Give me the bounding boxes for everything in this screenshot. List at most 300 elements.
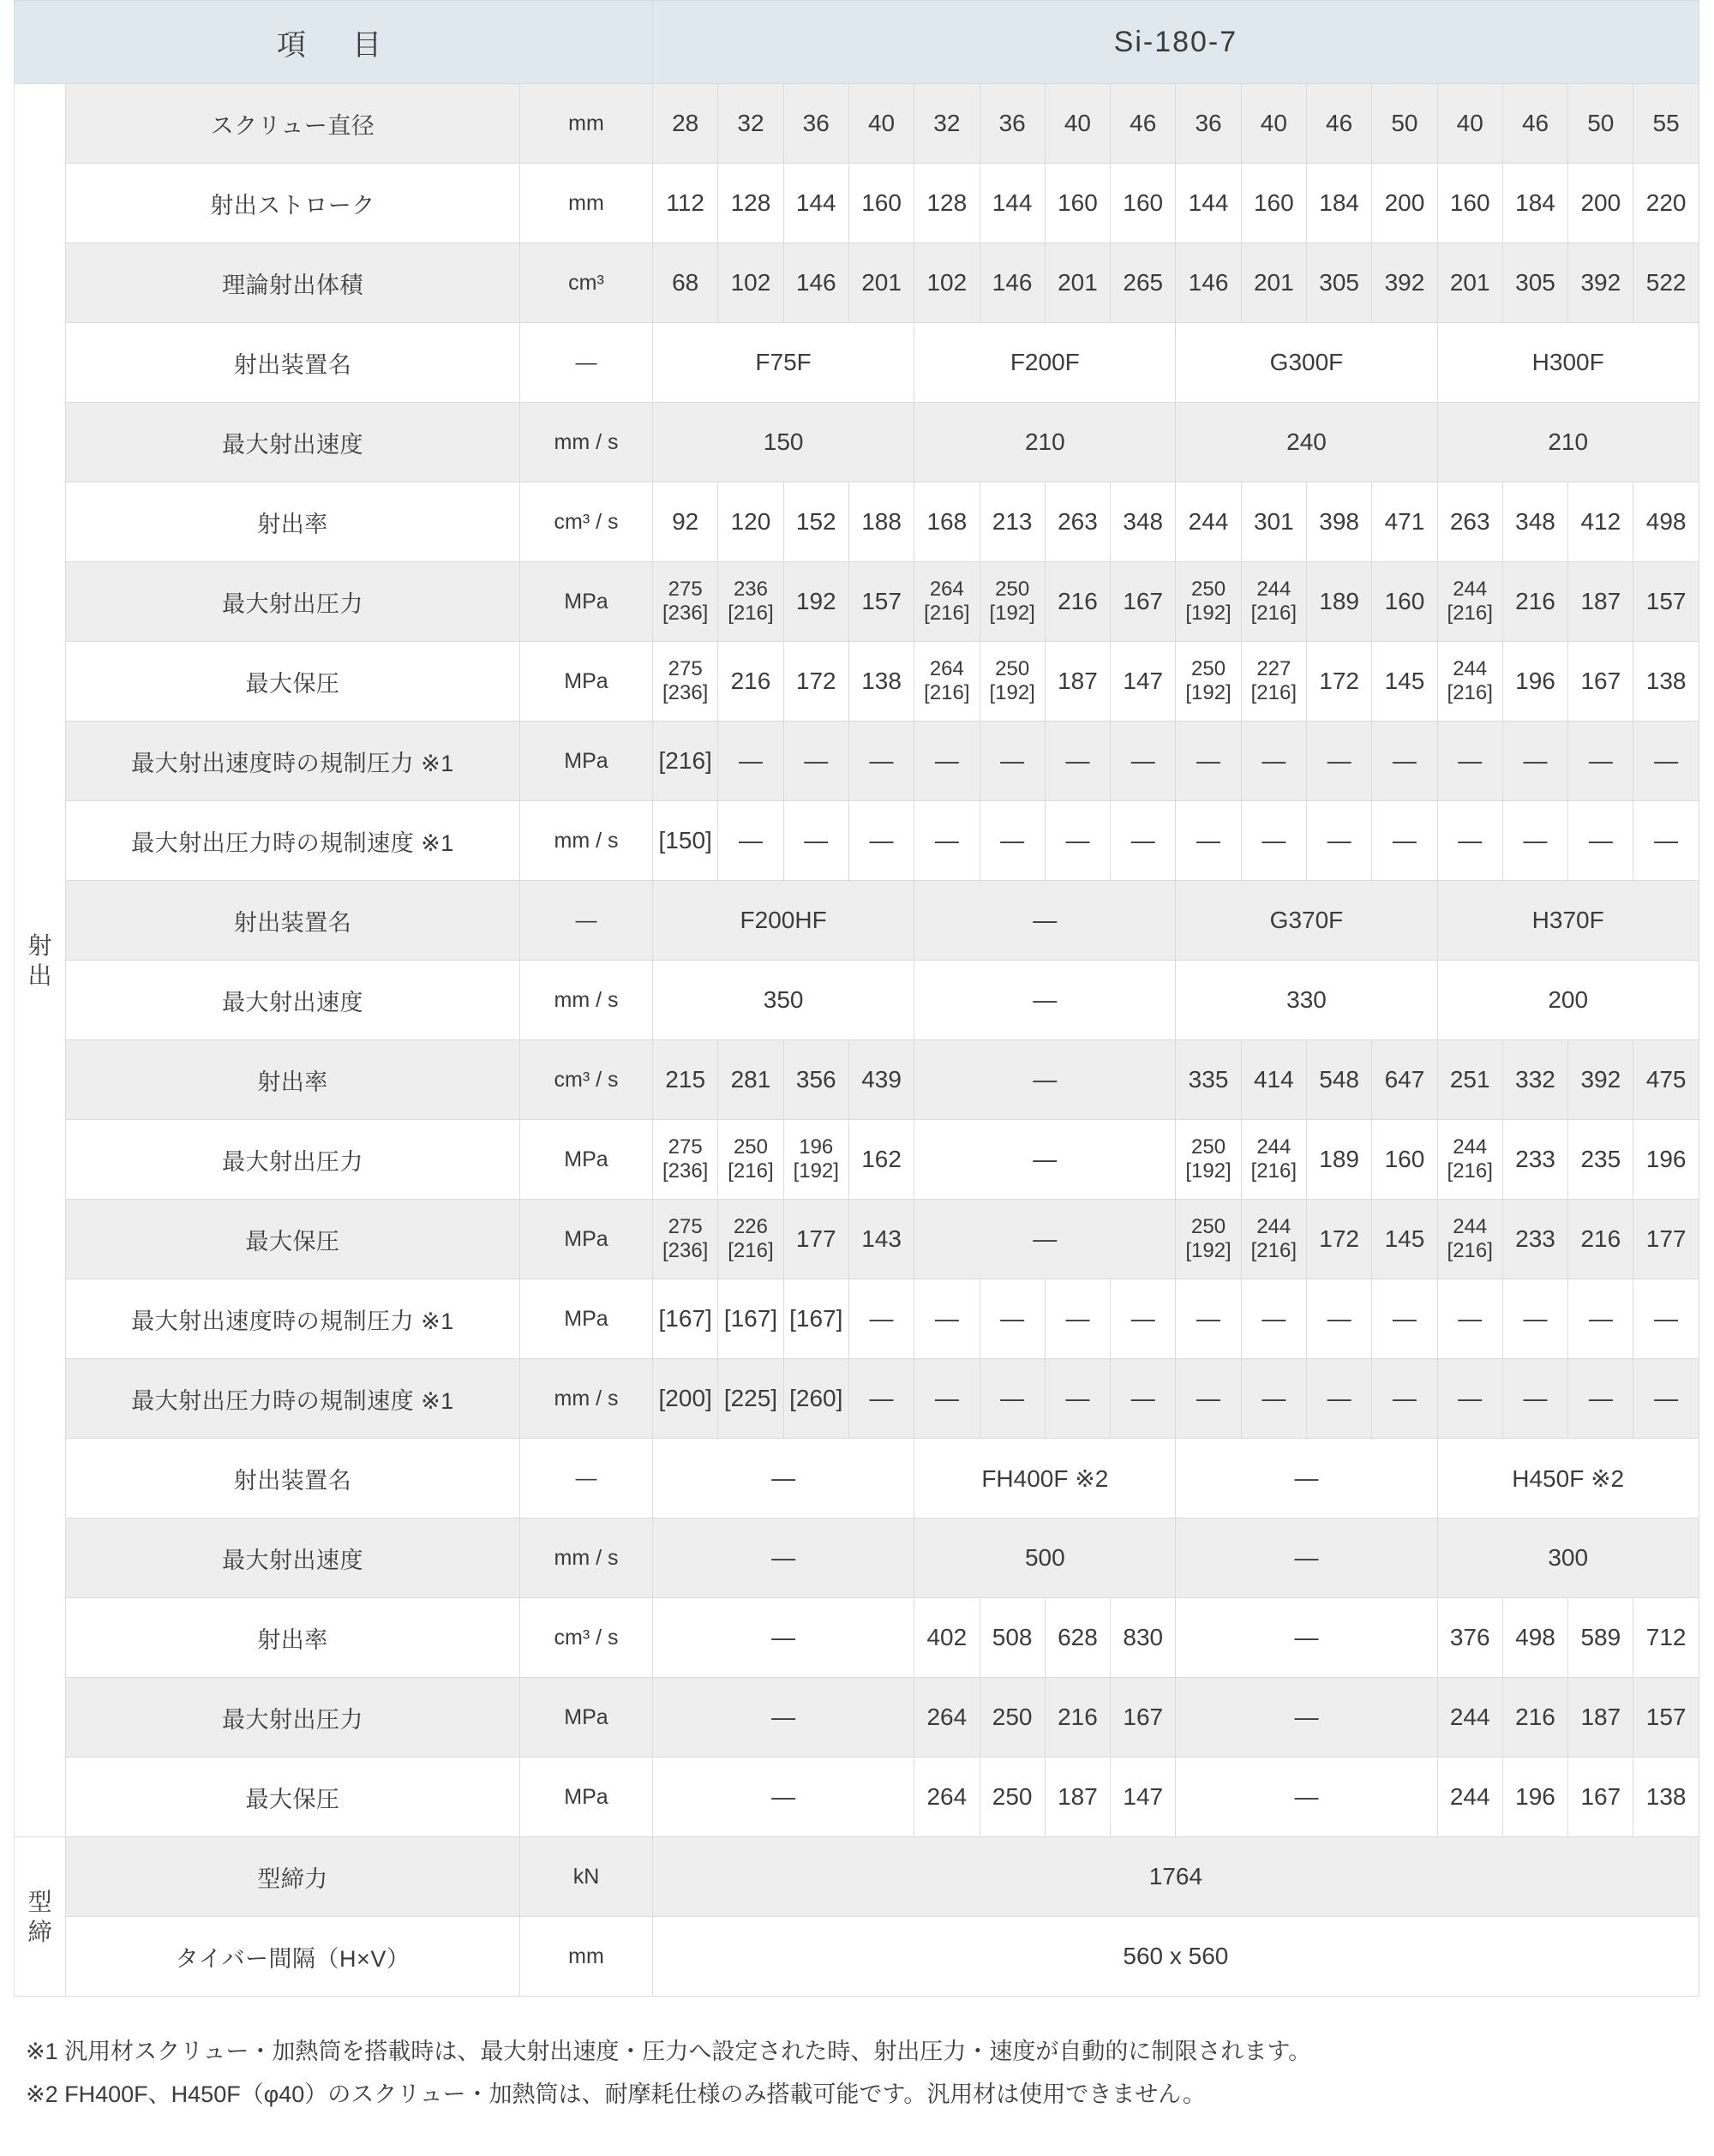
row-label: 最大射出圧力 bbox=[66, 562, 520, 642]
table-row bbox=[15, 801, 1699, 881]
data-cell: 189 bbox=[1306, 562, 1371, 642]
data-cell: 196 bbox=[1502, 1758, 1567, 1837]
data-cell: 210 bbox=[914, 403, 1176, 482]
data-cell: 216 bbox=[1502, 562, 1567, 642]
data-cell: [167] bbox=[653, 1279, 718, 1359]
data-cell: 184 bbox=[1306, 164, 1371, 243]
data-cell: — bbox=[1568, 722, 1633, 801]
data-cell: 439 bbox=[848, 1040, 914, 1120]
data-cell: 201 bbox=[848, 243, 914, 323]
data-cell: 200 bbox=[1568, 164, 1633, 243]
data-cell: 210 bbox=[1437, 403, 1699, 482]
table-row bbox=[15, 482, 1699, 562]
table-row bbox=[15, 403, 1699, 482]
table-row bbox=[15, 1120, 1699, 1200]
data-cell: 46 bbox=[1111, 84, 1176, 164]
data-cell: 628 bbox=[1045, 1598, 1110, 1678]
data-cell: [167] bbox=[718, 1279, 783, 1359]
data-cell: 216 bbox=[1045, 1678, 1110, 1758]
data-cell: 332 bbox=[1502, 1040, 1567, 1120]
row-label: 最大保圧 bbox=[66, 1200, 520, 1279]
data-cell: 50 bbox=[1568, 84, 1633, 164]
data-cell: — bbox=[718, 722, 783, 801]
data-cell: H300F bbox=[1437, 323, 1699, 403]
data-cell: 46 bbox=[1306, 84, 1371, 164]
table-row bbox=[15, 722, 1699, 801]
row-label: 最大射出速度 bbox=[66, 1518, 520, 1598]
data-cell: 216 bbox=[1502, 1678, 1567, 1758]
data-cell: 548 bbox=[1306, 1040, 1371, 1120]
data-cell: — bbox=[1306, 1279, 1371, 1359]
data-cell: 144 bbox=[783, 164, 848, 243]
data-cell: 138 bbox=[1633, 642, 1699, 722]
data-cell: 40 bbox=[1437, 84, 1502, 164]
row-label: 射出率 bbox=[66, 1598, 520, 1678]
data-cell: [167] bbox=[783, 1279, 848, 1359]
data-cell: 144 bbox=[1176, 164, 1241, 243]
data-cell: — bbox=[1111, 801, 1176, 881]
row-label: 射出装置名 bbox=[66, 1439, 520, 1518]
data-cell: — bbox=[1306, 1359, 1371, 1439]
data-cell: 128 bbox=[914, 164, 980, 243]
data-cell: FH400F ※2 bbox=[914, 1439, 1176, 1518]
data-cell: — bbox=[1633, 1359, 1699, 1439]
data-cell: 264 bbox=[914, 1678, 980, 1758]
data-cell: 32 bbox=[718, 84, 783, 164]
data-cell: 244 [216] bbox=[1241, 562, 1306, 642]
data-cell: 240 bbox=[1176, 403, 1437, 482]
row-label: 最大射出速度時の規制圧力 ※1 bbox=[66, 1279, 520, 1359]
data-cell: 167 bbox=[1111, 1678, 1176, 1758]
row-unit: cm³ / s bbox=[520, 482, 653, 562]
row-unit: mm bbox=[520, 1917, 653, 1997]
data-cell: — bbox=[914, 1120, 1176, 1200]
data-cell: — bbox=[1437, 1279, 1502, 1359]
data-cell: 560 x 560 bbox=[653, 1917, 1699, 1997]
data-cell: 145 bbox=[1372, 1200, 1437, 1279]
row-unit: cm³ bbox=[520, 243, 653, 323]
table-row bbox=[15, 1518, 1699, 1598]
data-cell: 335 bbox=[1176, 1040, 1241, 1120]
data-cell: 157 bbox=[1633, 562, 1699, 642]
row-unit: MPa bbox=[520, 1120, 653, 1200]
data-cell: 213 bbox=[980, 482, 1045, 562]
header-model-label: Si-180-7 bbox=[653, 1, 1699, 84]
data-cell: — bbox=[1176, 801, 1241, 881]
data-cell: 150 bbox=[653, 403, 914, 482]
table-row bbox=[15, 642, 1699, 722]
data-cell: 160 bbox=[1437, 164, 1502, 243]
data-cell: — bbox=[1045, 1359, 1110, 1439]
data-cell: 264 [216] bbox=[914, 562, 980, 642]
data-cell: — bbox=[848, 1279, 914, 1359]
data-cell: 830 bbox=[1111, 1598, 1176, 1678]
row-label: 最大射出速度 bbox=[66, 403, 520, 482]
row-unit: mm / s bbox=[520, 1518, 653, 1598]
data-cell: 40 bbox=[1241, 84, 1306, 164]
data-cell: 144 bbox=[980, 164, 1045, 243]
data-cell: — bbox=[1306, 722, 1371, 801]
data-cell: 184 bbox=[1502, 164, 1567, 243]
table-row bbox=[15, 1678, 1699, 1758]
data-cell: — bbox=[1502, 722, 1567, 801]
data-cell: — bbox=[1045, 1279, 1110, 1359]
table-row bbox=[15, 323, 1699, 403]
data-cell: 200 bbox=[1437, 961, 1699, 1040]
data-cell: — bbox=[1176, 1678, 1437, 1758]
data-cell: 281 bbox=[718, 1040, 783, 1120]
data-cell: — bbox=[980, 1359, 1045, 1439]
data-cell: 376 bbox=[1437, 1598, 1502, 1678]
row-label: 最大射出圧力 bbox=[66, 1678, 520, 1758]
data-cell: [225] bbox=[718, 1359, 783, 1439]
data-cell: — bbox=[1568, 801, 1633, 881]
data-cell: 162 bbox=[848, 1120, 914, 1200]
table-row bbox=[15, 1598, 1699, 1678]
data-cell: — bbox=[1372, 1359, 1437, 1439]
row-unit: — bbox=[520, 1439, 653, 1518]
data-cell: 235 bbox=[1568, 1120, 1633, 1200]
data-cell: 500 bbox=[914, 1518, 1176, 1598]
row-unit: MPa bbox=[520, 722, 653, 801]
data-cell: [150] bbox=[653, 801, 718, 881]
data-cell: 712 bbox=[1633, 1598, 1699, 1678]
row-label: 最大射出圧力時の規制速度 ※1 bbox=[66, 801, 520, 881]
data-cell: 167 bbox=[1568, 642, 1633, 722]
data-cell: — bbox=[1111, 1279, 1176, 1359]
data-cell: — bbox=[1306, 801, 1371, 881]
data-cell: — bbox=[1568, 1279, 1633, 1359]
data-cell: 168 bbox=[914, 482, 980, 562]
data-cell: 301 bbox=[1241, 482, 1306, 562]
data-cell: 172 bbox=[783, 642, 848, 722]
data-cell: — bbox=[1372, 801, 1437, 881]
data-cell: — bbox=[980, 722, 1045, 801]
data-cell: [216] bbox=[653, 722, 718, 801]
row-unit: mm bbox=[520, 84, 653, 164]
data-cell: 160 bbox=[1241, 164, 1306, 243]
data-cell: 244 [216] bbox=[1437, 1200, 1502, 1279]
footnote-1: ※1 汎用材スクリュー・加熱筒を搭載時は、最大射出速度・圧力へ設定された時、射出圧力・速度が自動的に制限されます。 bbox=[26, 2039, 1312, 2064]
data-cell: — bbox=[1111, 1359, 1176, 1439]
row-label: 射出率 bbox=[66, 482, 520, 562]
data-cell: — bbox=[1241, 1359, 1306, 1439]
data-cell: — bbox=[1633, 1279, 1699, 1359]
data-cell: 187 bbox=[1045, 642, 1110, 722]
data-cell: 647 bbox=[1372, 1040, 1437, 1120]
data-cell: 36 bbox=[1176, 84, 1241, 164]
row-label: 最大射出圧力時の規制速度 ※1 bbox=[66, 1359, 520, 1439]
data-cell: 160 bbox=[1372, 562, 1437, 642]
data-cell: 177 bbox=[1633, 1200, 1699, 1279]
data-cell: 412 bbox=[1568, 482, 1633, 562]
data-cell: 263 bbox=[1437, 482, 1502, 562]
data-cell: F75F bbox=[653, 323, 914, 403]
data-cell: 402 bbox=[914, 1598, 980, 1678]
data-cell: H370F bbox=[1437, 881, 1699, 961]
data-cell: 589 bbox=[1568, 1598, 1633, 1678]
data-cell: 55 bbox=[1633, 84, 1699, 164]
row-unit: mm bbox=[520, 164, 653, 243]
data-cell: 167 bbox=[1568, 1758, 1633, 1837]
table-row bbox=[15, 1200, 1699, 1279]
data-cell: — bbox=[1241, 801, 1306, 881]
header-item-label: 項 目 bbox=[15, 1, 653, 84]
data-cell: 236 [216] bbox=[718, 562, 783, 642]
data-cell: H450F ※2 bbox=[1437, 1439, 1699, 1518]
data-cell: 146 bbox=[783, 243, 848, 323]
data-cell: 263 bbox=[1045, 482, 1110, 562]
table-row bbox=[15, 1917, 1699, 1997]
row-label: 型締力 bbox=[66, 1837, 520, 1917]
data-cell: 160 bbox=[1111, 164, 1176, 243]
row-label: 理論射出体積 bbox=[66, 243, 520, 323]
data-cell: — bbox=[914, 722, 980, 801]
data-cell: — bbox=[1437, 801, 1502, 881]
data-cell: 227 [216] bbox=[1241, 642, 1306, 722]
data-cell: 112 bbox=[653, 164, 718, 243]
data-cell: 348 bbox=[1111, 482, 1176, 562]
row-unit: — bbox=[520, 323, 653, 403]
row-label: 最大射出圧力 bbox=[66, 1120, 520, 1200]
data-cell: 305 bbox=[1306, 243, 1371, 323]
data-cell: — bbox=[980, 801, 1045, 881]
data-cell: 250 [192] bbox=[980, 562, 1045, 642]
data-cell: 226 [216] bbox=[718, 1200, 783, 1279]
data-cell: — bbox=[848, 722, 914, 801]
data-cell: — bbox=[1633, 722, 1699, 801]
data-cell: — bbox=[1176, 1439, 1437, 1518]
data-cell: 201 bbox=[1045, 243, 1110, 323]
row-unit: MPa bbox=[520, 1279, 653, 1359]
data-cell: 1764 bbox=[653, 1837, 1699, 1917]
data-cell: — bbox=[1372, 722, 1437, 801]
data-cell: — bbox=[1176, 1279, 1241, 1359]
data-cell: 244 [216] bbox=[1241, 1120, 1306, 1200]
data-cell: 392 bbox=[1568, 1040, 1633, 1120]
data-cell: 220 bbox=[1633, 164, 1699, 243]
row-unit: MPa bbox=[520, 1200, 653, 1279]
row-group-label: 型 締 bbox=[15, 1837, 66, 1997]
data-cell: — bbox=[848, 1359, 914, 1439]
footnote-2: ※2 FH400F、H450F（φ40）のスクリュー・加熱筒は、耐摩耗仕様のみ搭載可能です。汎用材は使用できません。 bbox=[26, 2081, 1206, 2107]
data-cell: — bbox=[914, 1359, 980, 1439]
data-cell: 201 bbox=[1437, 243, 1502, 323]
data-cell: — bbox=[653, 1518, 914, 1598]
data-cell: 68 bbox=[653, 243, 718, 323]
data-cell: 350 bbox=[653, 961, 914, 1040]
data-cell: 196 [192] bbox=[783, 1120, 848, 1200]
data-cell: G370F bbox=[1176, 881, 1437, 961]
data-cell: 392 bbox=[1568, 243, 1633, 323]
data-cell: 167 bbox=[1111, 562, 1176, 642]
data-cell: 265 bbox=[1111, 243, 1176, 323]
row-label: 最大射出速度 bbox=[66, 961, 520, 1040]
data-cell: 244 [216] bbox=[1437, 1120, 1502, 1200]
data-cell: 189 bbox=[1306, 1120, 1371, 1200]
row-label: 射出装置名 bbox=[66, 881, 520, 961]
row-group-label: 射 出 bbox=[15, 84, 66, 1837]
table-row bbox=[15, 1439, 1699, 1518]
data-cell: F200HF bbox=[653, 881, 914, 961]
data-cell: 414 bbox=[1241, 1040, 1306, 1120]
data-cell: 172 bbox=[1306, 642, 1371, 722]
data-cell: 251 bbox=[1437, 1040, 1502, 1120]
data-cell: — bbox=[1111, 722, 1176, 801]
data-cell: 250 [192] bbox=[980, 642, 1045, 722]
data-cell: 508 bbox=[980, 1598, 1045, 1678]
data-cell: 275 [236] bbox=[653, 562, 718, 642]
data-cell: — bbox=[718, 801, 783, 881]
data-cell: 160 bbox=[1045, 164, 1110, 243]
table-row bbox=[15, 243, 1699, 323]
data-cell: 250 bbox=[980, 1758, 1045, 1837]
data-cell: 120 bbox=[718, 482, 783, 562]
data-cell: 275 [236] bbox=[653, 642, 718, 722]
data-cell: 187 bbox=[1045, 1758, 1110, 1837]
data-cell: 28 bbox=[653, 84, 718, 164]
data-cell: — bbox=[1176, 722, 1241, 801]
data-cell: 187 bbox=[1568, 562, 1633, 642]
header-row bbox=[15, 1, 1699, 84]
data-cell: 138 bbox=[1633, 1758, 1699, 1837]
data-cell: — bbox=[1568, 1359, 1633, 1439]
data-cell: 157 bbox=[1633, 1678, 1699, 1758]
data-cell: [200] bbox=[653, 1359, 718, 1439]
row-unit: MPa bbox=[520, 642, 653, 722]
data-cell: 160 bbox=[848, 164, 914, 243]
table-row bbox=[15, 164, 1699, 243]
data-cell: 138 bbox=[848, 642, 914, 722]
table-row bbox=[15, 1359, 1699, 1439]
data-cell: [260] bbox=[783, 1359, 848, 1439]
data-cell: 250 bbox=[980, 1678, 1045, 1758]
table-row bbox=[15, 1837, 1699, 1917]
data-cell: 36 bbox=[980, 84, 1045, 164]
data-cell: 398 bbox=[1306, 482, 1371, 562]
row-unit: mm / s bbox=[520, 403, 653, 482]
data-cell: 392 bbox=[1372, 243, 1437, 323]
data-cell: — bbox=[914, 1279, 980, 1359]
data-cell: 348 bbox=[1502, 482, 1567, 562]
data-cell: 200 bbox=[1372, 164, 1437, 243]
data-cell: 40 bbox=[1045, 84, 1110, 164]
data-cell: — bbox=[653, 1598, 914, 1678]
data-cell: 146 bbox=[980, 243, 1045, 323]
data-cell: 250 [192] bbox=[1176, 1200, 1241, 1279]
data-cell: — bbox=[1045, 722, 1110, 801]
data-cell: 196 bbox=[1502, 642, 1567, 722]
data-cell: 102 bbox=[914, 243, 980, 323]
data-cell: — bbox=[914, 801, 980, 881]
table-row bbox=[15, 84, 1699, 164]
row-label: 最大射出速度時の規制圧力 ※1 bbox=[66, 722, 520, 801]
data-cell: 244 bbox=[1437, 1678, 1502, 1758]
data-cell: — bbox=[653, 1678, 914, 1758]
data-cell: 522 bbox=[1633, 243, 1699, 323]
data-cell: 40 bbox=[848, 84, 914, 164]
data-cell: 264 [216] bbox=[914, 642, 980, 722]
data-cell: 216 bbox=[718, 642, 783, 722]
data-cell: — bbox=[653, 1439, 914, 1518]
row-unit: — bbox=[520, 881, 653, 961]
row-unit: MPa bbox=[520, 562, 653, 642]
data-cell: 216 bbox=[1045, 562, 1110, 642]
data-cell: 102 bbox=[718, 243, 783, 323]
row-unit: kN bbox=[520, 1837, 653, 1917]
data-cell: 250 [216] bbox=[718, 1120, 783, 1200]
data-cell: 172 bbox=[1306, 1200, 1371, 1279]
data-cell: 46 bbox=[1502, 84, 1567, 164]
data-cell: — bbox=[1437, 1359, 1502, 1439]
row-label: 最大保圧 bbox=[66, 642, 520, 722]
table-row bbox=[15, 1040, 1699, 1120]
table-row bbox=[15, 961, 1699, 1040]
row-label: タイバー間隔（H×V） bbox=[66, 1917, 520, 1997]
data-cell: 264 bbox=[914, 1758, 980, 1837]
data-cell: 356 bbox=[783, 1040, 848, 1120]
data-cell: 244 bbox=[1176, 482, 1241, 562]
data-cell: 92 bbox=[653, 482, 718, 562]
table-row bbox=[15, 881, 1699, 961]
data-cell: — bbox=[1241, 1279, 1306, 1359]
data-cell: 147 bbox=[1111, 642, 1176, 722]
data-cell: 145 bbox=[1372, 642, 1437, 722]
data-cell: 233 bbox=[1502, 1200, 1567, 1279]
data-cell: 36 bbox=[783, 84, 848, 164]
data-cell: — bbox=[783, 722, 848, 801]
data-cell: — bbox=[783, 801, 848, 881]
data-cell: 157 bbox=[848, 562, 914, 642]
data-cell: 160 bbox=[1372, 1120, 1437, 1200]
data-cell: 32 bbox=[914, 84, 980, 164]
data-cell: G300F bbox=[1176, 323, 1437, 403]
data-cell: 250 [192] bbox=[1176, 1120, 1241, 1200]
data-cell: 244 [216] bbox=[1437, 562, 1502, 642]
table-row bbox=[15, 1279, 1699, 1359]
data-cell: 215 bbox=[653, 1040, 718, 1120]
data-cell: — bbox=[1176, 1758, 1437, 1837]
data-cell: 275 [236] bbox=[653, 1200, 718, 1279]
data-cell: — bbox=[914, 961, 1176, 1040]
data-cell: 330 bbox=[1176, 961, 1437, 1040]
data-cell: 275 [236] bbox=[653, 1120, 718, 1200]
data-cell: — bbox=[1176, 1359, 1241, 1439]
row-unit: MPa bbox=[520, 1678, 653, 1758]
data-cell: 244 [216] bbox=[1241, 1200, 1306, 1279]
data-cell: 192 bbox=[783, 562, 848, 642]
row-label: 射出率 bbox=[66, 1040, 520, 1120]
data-cell: 300 bbox=[1437, 1518, 1699, 1598]
row-label: 最大保圧 bbox=[66, 1758, 520, 1837]
row-unit: cm³ / s bbox=[520, 1040, 653, 1120]
data-cell: F200F bbox=[914, 323, 1176, 403]
footnotes bbox=[26, 2031, 1714, 2117]
data-cell: 216 bbox=[1568, 1200, 1633, 1279]
data-cell: 305 bbox=[1502, 243, 1567, 323]
data-cell: 201 bbox=[1241, 243, 1306, 323]
data-cell: — bbox=[1502, 1279, 1567, 1359]
data-cell: — bbox=[980, 1279, 1045, 1359]
data-cell: 475 bbox=[1633, 1040, 1699, 1120]
row-label: 射出装置名 bbox=[66, 323, 520, 403]
data-cell: 146 bbox=[1176, 243, 1241, 323]
data-cell: 244 [216] bbox=[1437, 642, 1502, 722]
row-unit: mm / s bbox=[520, 1359, 653, 1439]
data-cell: — bbox=[1502, 801, 1567, 881]
data-cell: — bbox=[914, 1040, 1176, 1120]
data-cell: 177 bbox=[783, 1200, 848, 1279]
